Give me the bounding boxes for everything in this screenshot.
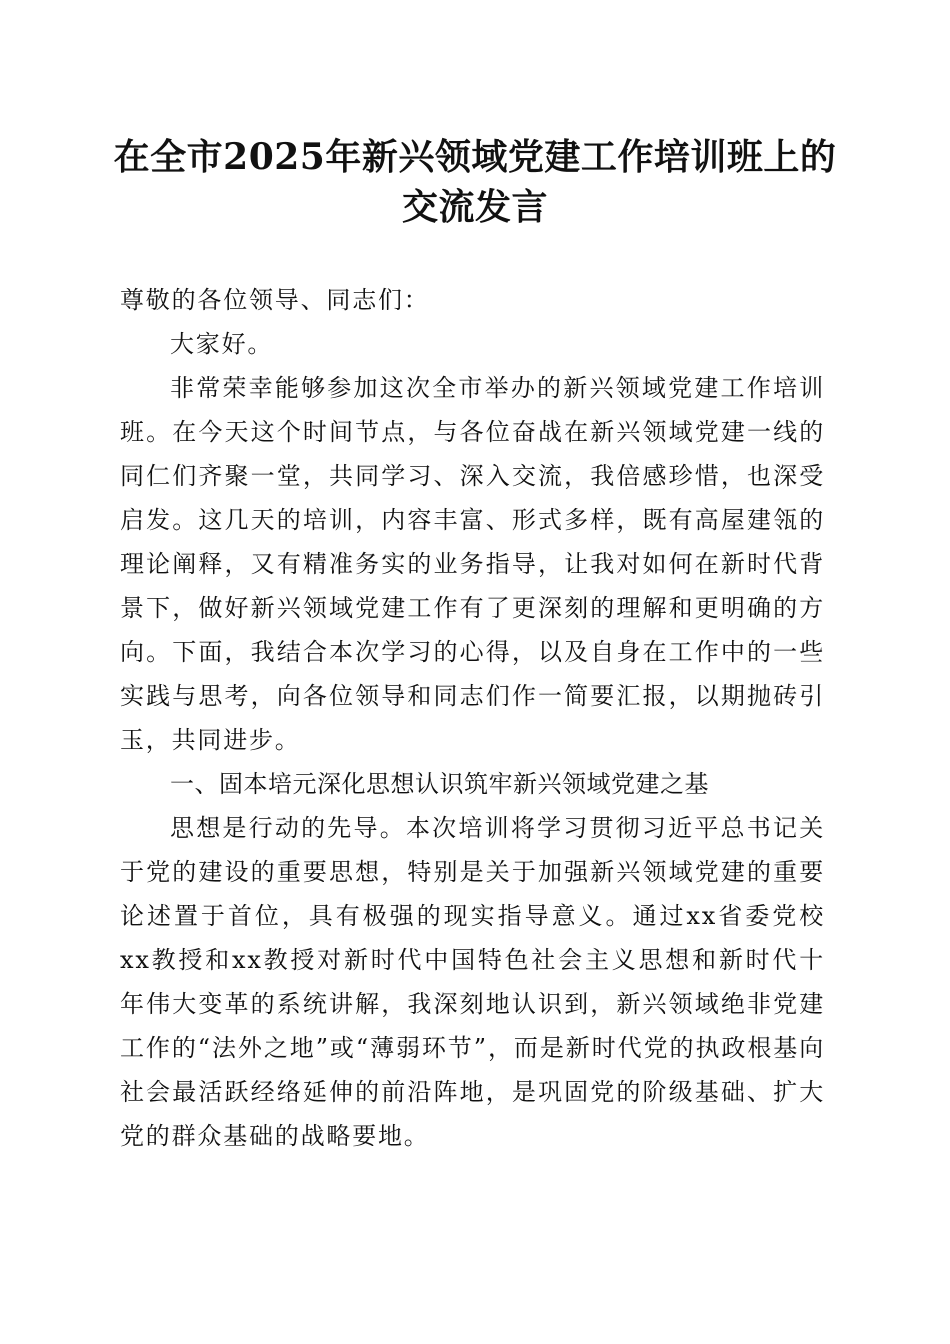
title-line-2: 交流发言 xyxy=(401,186,548,228)
salutation: 尊敬的各位领导、同志们： xyxy=(120,286,430,314)
paragraph-intro: 非常荣幸能够参加这次全市举办的新兴领域党建工作培训班。在今天这个时间节点，与各位奋战在新兴领域党建一线的同仁们齐聚一堂，共同学习、深入交流，我倍感珍惜，也深受启发。这几天的培训，内容丰富、形式多样，既有高屋建瓴的理论阐释，又有精准务实的业务指导，让我对如何在新时代背景下，做好新兴领域党建工作有了更深刻的理解和更明确的方向。下面，我结合本次学习的心得，以及自身在工作中的一些实践与思考，向各位领导和同志们作一简要汇报，以期抛砖引玉，共同进步。 xyxy=(120,374,825,754)
title-line-1: 在全市2025年新兴领域党建工作培训班上的 xyxy=(113,136,837,178)
document-body xyxy=(120,278,825,1158)
greeting: 大家好。 xyxy=(170,330,274,358)
paragraph-section-1: 思想是行动的先导。本次培训将学习贯彻习近平总书记关于党的建设的重要思想，特别是关于加强新兴领域党建的重要论述置于首位，具有极强的现实指导意义。通过xx省委党校xx教授和xx教授对新时代中国特色社会主义思想和新时代十年伟大变革的系统讲解，我深刻地认识到，新兴领域绝非党建工作的“法外之地”或“薄弱环节”，而是新时代党的执政根基向社会最活跃经络延伸的前沿阵地，是巩固党的阶级基础、扩大党的群众基础的战略要地。 xyxy=(120,814,825,1150)
document-title xyxy=(100,132,850,232)
section-heading-1: 一、固本培元深化思想认识筑牢新兴领域党建之基 xyxy=(170,770,709,798)
